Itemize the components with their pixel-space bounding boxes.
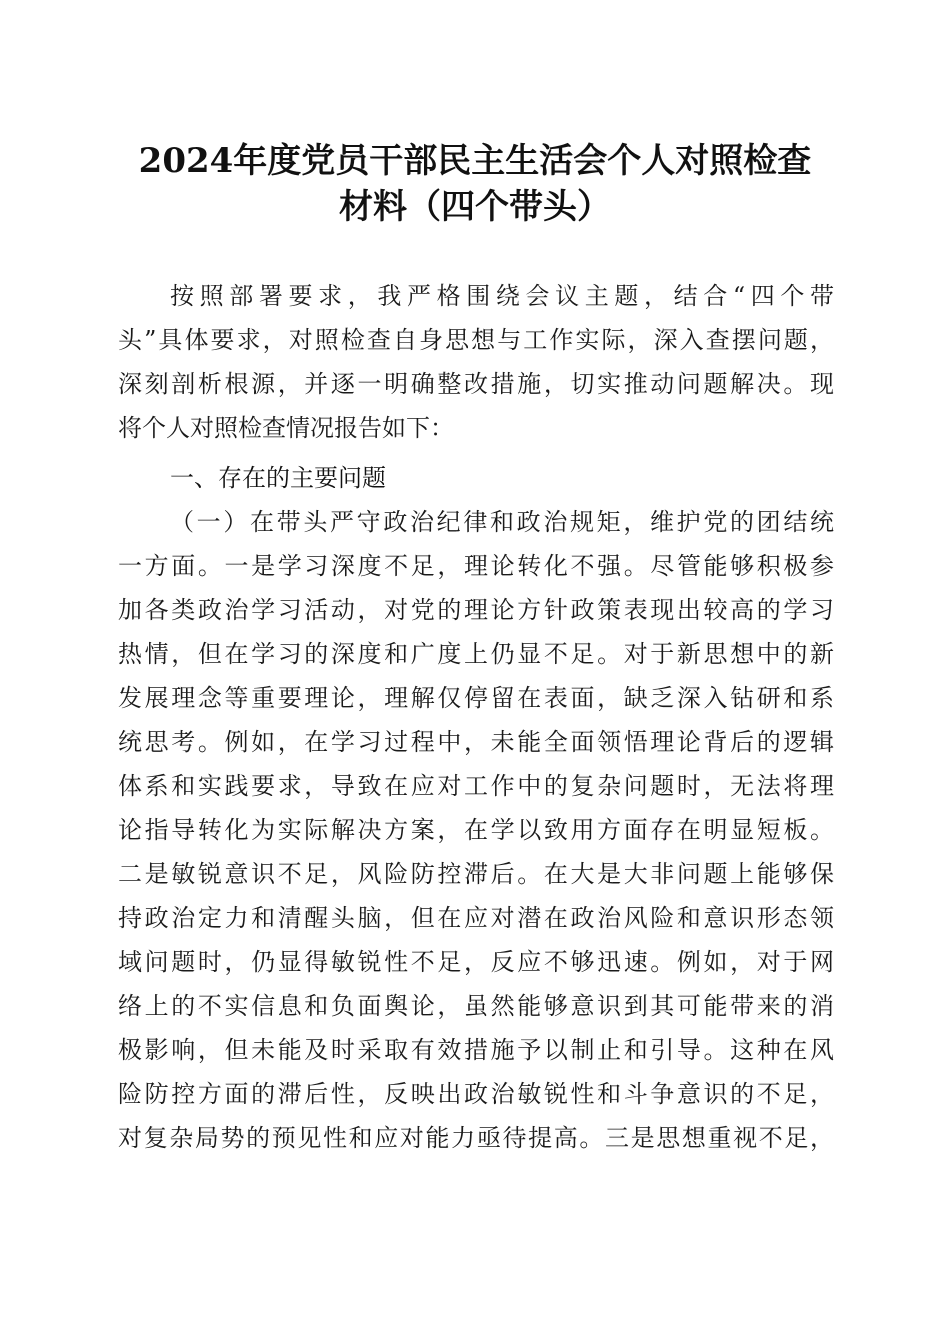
section-1-line: 二是敏锐意识不足，风险防控滞后。在大是大非问题上能够保 [118, 860, 834, 888]
section-heading: 一、存在的主要问题 [170, 464, 386, 492]
section-1-line: 域问题时，仍显得敏锐性不足，反应不够迅速。例如，对于网 [118, 948, 834, 976]
section-1-line: 体系和实践要求，导致在应对工作中的复杂问题时，无法将理 [118, 772, 834, 800]
intro-line: 深刻剖析根源，并逐一明确整改措施，切实推动问题解决。现 [118, 370, 834, 398]
intro-line: 头”具体要求，对照检查自身思想与工作实际，深入查摆问题， [118, 326, 834, 354]
intro-line: 将个人对照检查情况报告如下： [118, 414, 454, 442]
section-1-line: 热情，但在学习的深度和广度上仍显不足。对于新思想中的新 [118, 640, 834, 668]
section-1-line: 络上的不实信息和负面舆论，虽然能够意识到其可能带来的消 [118, 992, 834, 1020]
document-title-line-2: 材料（四个带头） [339, 187, 611, 227]
section-1-line: 极影响，但未能及时采取有效措施予以制止和引导。这种在风 [118, 1036, 834, 1064]
intro-paragraph [118, 274, 834, 450]
section-1-line: 险防控方面的滞后性，反映出政治敏锐性和斗争意识的不足， [118, 1080, 834, 1108]
section-1-line: 对复杂局势的预见性和应对能力亟待提高。三是思想重视不足， [118, 1124, 834, 1152]
intro-line: 按照部署要求，我严格围绕会议主题，结合“四个带 [170, 282, 834, 310]
section-1-paragraph [118, 500, 834, 1160]
document-title-line-1: 2024年度党员干部民主生活会个人对照检查 [138, 141, 812, 181]
section-1-line: 论指导转化为实际解决方案，在学以致用方面存在明显短板。 [118, 816, 834, 844]
section-1-line: 统思考。例如，在学习过程中，未能全面领悟理论背后的逻辑 [118, 728, 834, 756]
section-1-line: 加各类政治学习活动，对党的理论方针政策表现出较高的学习 [118, 596, 834, 624]
section-1-line: 一方面。一是学习深度不足，理论转化不强。尽管能够积极参 [118, 552, 834, 580]
section-1-line: 持政治定力和清醒头脑，但在应对潜在政治风险和意识形态领 [118, 904, 834, 932]
section-1-line: 发展理念等重要理论，理解仅停留在表面，缺乏深入钻研和系 [118, 684, 834, 712]
section-1-line: （一）在带头严守政治纪律和政治规矩，维护党的团结统 [170, 508, 834, 536]
